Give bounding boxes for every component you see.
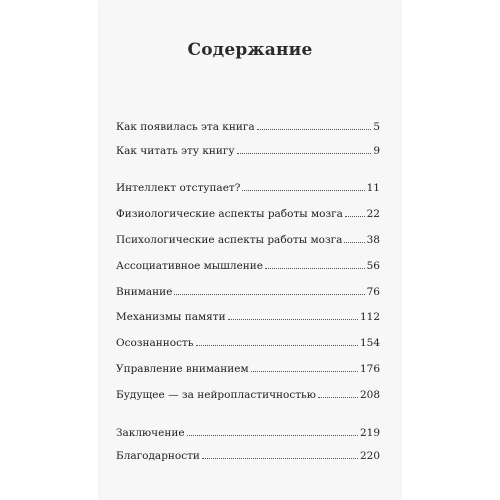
toc-entry-label: Управление вниманием [116,363,249,375]
leader-dots [257,129,372,130]
toc-entry-label: Благодарности [116,450,200,462]
toc-entry [116,447,380,463]
toc-entry-label: Интеллект отступает? [116,182,241,194]
toc-entry-page: 176 [359,363,380,375]
leader-dots [318,397,358,398]
toc-entry-page: 38 [366,234,380,246]
toc-entry [116,424,380,440]
toc-entry [116,360,380,376]
toc-entry [116,334,380,350]
leader-dots [344,242,364,243]
toc-entry-page: 11 [366,182,380,194]
toc-entry [116,179,380,195]
toc-entry-label: Физиологические аспекты работы мозга [116,208,343,220]
page-title: Содержание [187,40,313,60]
toc-entry-page: 220 [359,450,380,462]
toc-entry [116,283,380,299]
toc-entry-page: 154 [359,337,380,349]
toc-entry-page: 208 [359,389,380,401]
toc-entry-label: Как читать эту книгу [116,145,235,157]
leader-dots [174,294,364,295]
toc-entry [116,118,380,134]
toc-entry [116,205,380,221]
toc-entry-page: 112 [359,311,380,323]
toc-entry [116,142,380,158]
toc-entry-page: 219 [359,427,380,439]
leader-dots [187,435,358,436]
leader-dots [251,371,358,372]
toc-entry-page: 76 [366,286,380,298]
toc-entry-page: 56 [366,260,380,272]
toc-entry-label: Осознанность [116,337,194,349]
toc-entry-page: 9 [373,145,380,157]
toc-entry-label: Внимание [116,286,173,298]
toc-entry-label: Ассоциативное мышление [116,260,264,272]
toc-entry-label: Будущее — за нейропластичностью [116,389,316,401]
leader-dots [242,190,364,191]
toc-entry-label: Механизмы памяти [116,311,226,323]
toc-entry [116,308,380,324]
toc-entry-label: Как появилась эта книга [116,121,255,133]
leader-dots [237,153,372,154]
toc-entry [116,386,380,402]
book-page [100,0,400,500]
toc-entry [116,257,380,273]
leader-dots [345,216,365,217]
toc-entry [116,231,380,247]
toc-entry-label: Психологические аспекты работы мозга [116,234,343,246]
leader-dots [265,268,365,269]
leader-dots [202,458,358,459]
toc-entry-label: Заключение [116,427,185,439]
toc-entry-page: 5 [373,121,380,133]
leader-dots [196,345,358,346]
toc-entry-page: 22 [366,208,380,220]
leader-dots [228,319,358,320]
